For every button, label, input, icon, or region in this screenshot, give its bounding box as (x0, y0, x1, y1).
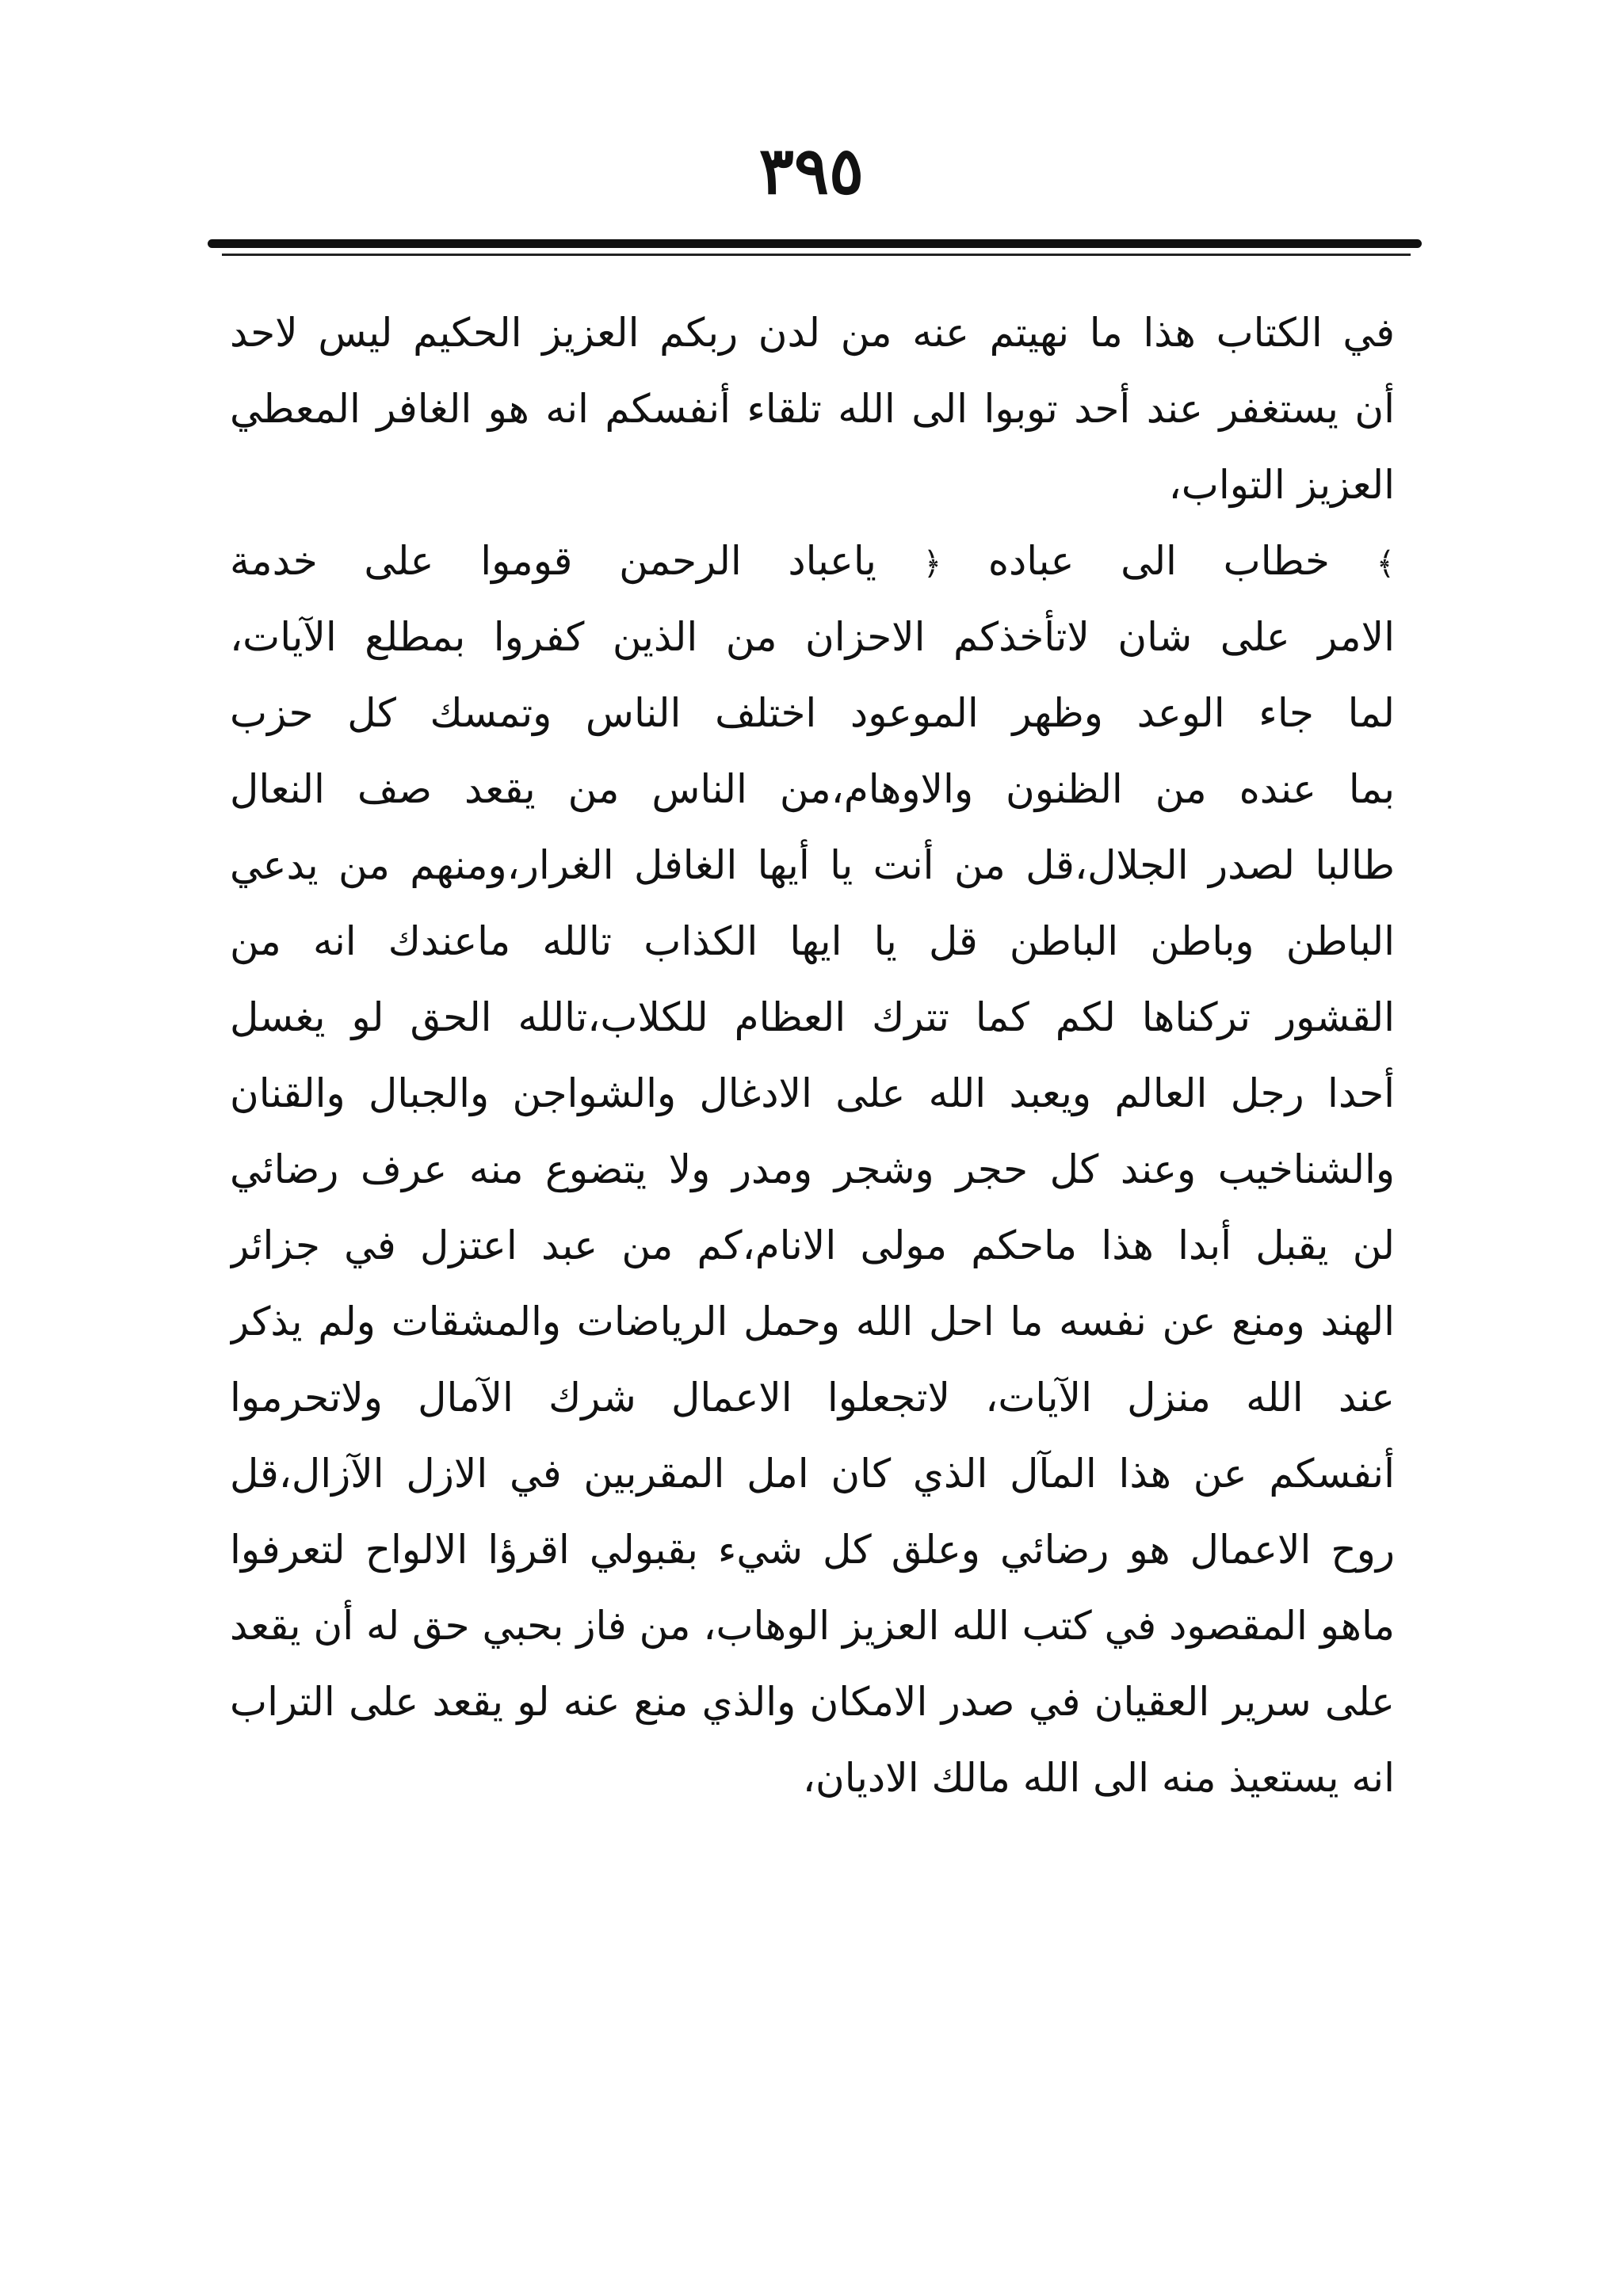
text-line: الباطن وباطن الباطن قل يا ايها الكذاب تالله ماعندك انه من (230, 918, 1395, 964)
text-line: طالبا لصدر الجلال،قل من أنت يا أيها الغافل الغرار،ومنهم من يدعي (230, 842, 1395, 888)
section-heading: خطاب الى عباده (987, 538, 1330, 584)
text-line: ماهو المقصود في كتب الله العزيز الوهاب، من فاز بحبي حق له أن يقعد (230, 1603, 1395, 1649)
text-line: العزيز التواب، (1168, 462, 1395, 508)
text-line: بما عنده من الظنون والاوهام،من الناس من يقعد صف النعال (230, 766, 1395, 812)
text-line: الامر على شان لاتأخذكم الاحزان من الذين كفروا بمطلع الآيات، (230, 614, 1395, 660)
header-rule-thin (222, 254, 1411, 256)
text-line: عند الله منزل الآيات، لاتجعلوا الاعمال شرك الآمال ولاتحرموا (230, 1375, 1395, 1421)
text-line: أن يستغفر عند أحد توبوا الى الله تلقاء أنفسكم انه هو الغافر المعطي (230, 386, 1395, 432)
text-line: أحدا رجل العالم ويعبد الله على الادغال والشواجن والجبال والقنان (230, 1070, 1395, 1116)
section-heading-line (230, 523, 1395, 599)
text-line: لن يقبل أبدا هذا ماحكم مولى الانام،كم من عبد اعتزل في جزائر (230, 1222, 1395, 1268)
text-line: على سرير العقيان في صدر الامكان والذي منع عنه لو يقعد على التراب (230, 1679, 1395, 1725)
heading-ornament-left: ﴿ (922, 546, 942, 582)
text-line: والشناخيب وعند كل حجر وشجر ومدر ولا يتضوع منه عرف رضائي (230, 1146, 1395, 1192)
body-text (230, 295, 1395, 1816)
text-line: القشور تركناها لكم كما تترك العظام للكلاب،تالله الحق لو يغسل (230, 994, 1395, 1040)
heading-ornament-right: ﴾ (1376, 546, 1395, 582)
text-line: في الكتاب هذا ما نهيتم عنه من لدن ربكم العزيز الحكيم ليس لاحد (230, 310, 1395, 356)
text-run: ياعباد الرحمن قوموا على خدمة (230, 538, 876, 584)
text-line: انه يستعيذ منه الى الله مالك الاديان، (802, 1755, 1395, 1801)
header-rule-thick (208, 239, 1422, 248)
text-line: الهند ومنع عن نفسه ما احل الله وحمل الرياضات والمشقات ولم يذكر (230, 1299, 1395, 1344)
text-line: أنفسكم عن هذا المآل الذي كان امل المقربين في الازل الآزال،قل (230, 1451, 1395, 1497)
page-number: ٣٩٥ (758, 133, 865, 209)
text-line: روح الاعمال هو رضائي وعلق كل شيء بقبولي اقرؤا الالواح لتعرفوا (230, 1527, 1395, 1573)
text-line: لما جاء الوعد وظهر الموعود اختلف الناس وتمسك كل حزب (230, 690, 1395, 736)
